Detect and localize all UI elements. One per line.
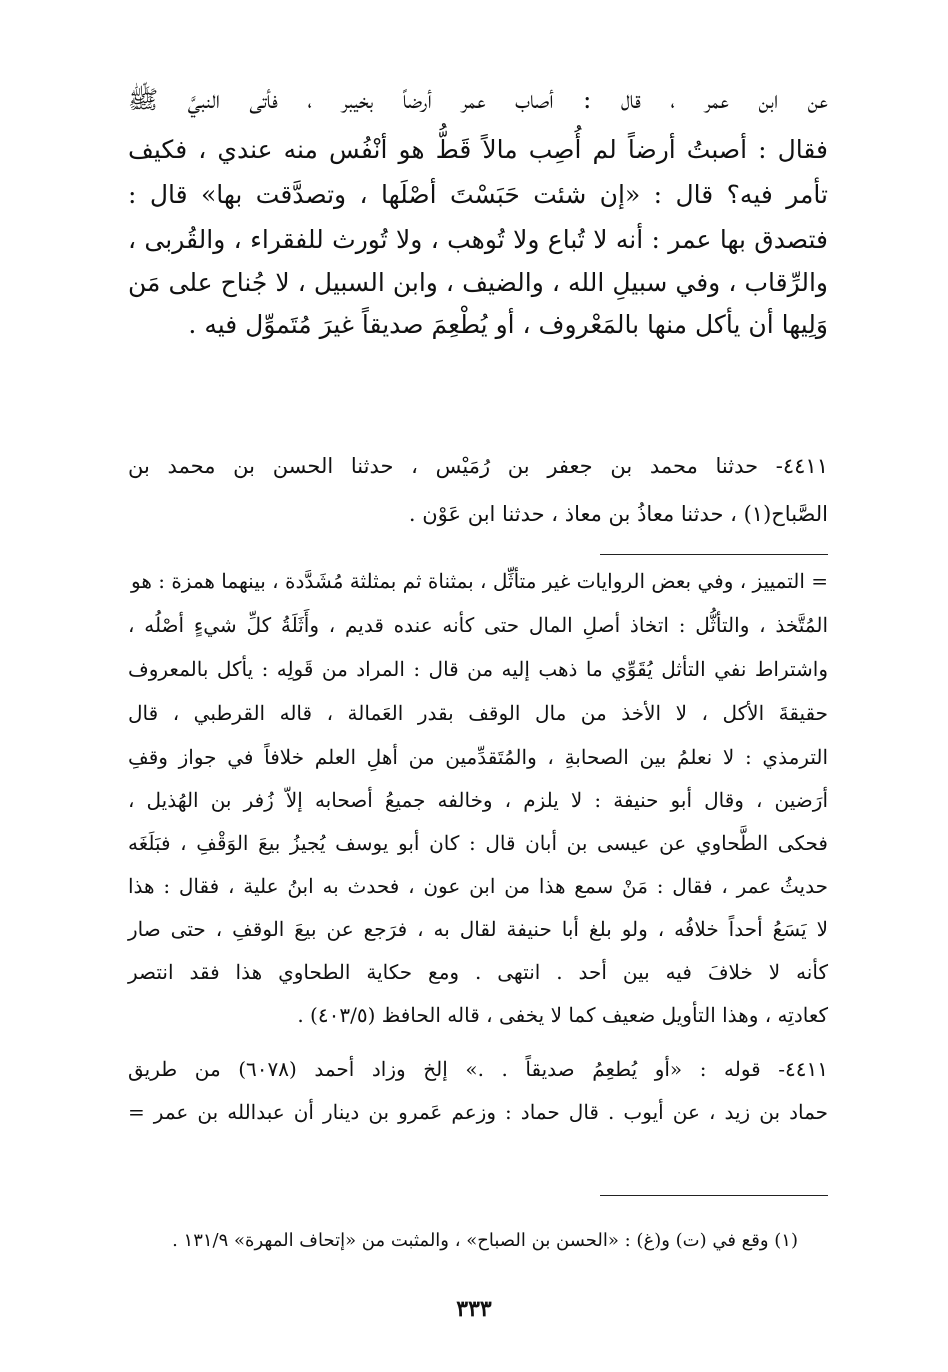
text-line: عن ابن عمر ، قال : أصاب عمر أرضاً بخيبر ، فأتى النبيَّ ﷺ bbox=[128, 85, 828, 114]
text-line: أرَضين ، وقال أبو حنيفة : لا يلزم ، وخالفه جميعُ أصحابه إلاّ زُفر بن الهُذيل ، bbox=[128, 788, 828, 812]
footnote-separator bbox=[600, 1195, 828, 1196]
text-line: لا يَسَعُ أحداً خلافُه ، ولو بلغ أبا حنيفة لقال به ، فرَجع عن بيعَ الوقفِ ، حتى صار bbox=[128, 917, 828, 941]
footnote: (١) وقع في (ت) و(غ) : «الحسن بن الصباح» ، والمثبت من «إتحاف المهرة» ١٣١/٩ . bbox=[172, 1230, 798, 1251]
page-number: ٣٣٣ bbox=[456, 1296, 492, 1322]
text-line: حماد بن زيد ، عن أيوب . قال حماد : وزعم عَمرو بن دينار أن عبدالله بن عمر = bbox=[128, 1100, 829, 1124]
text-line: حديثُ عمر ، فقال : مَنْ سمع هذا من ابن عون ، فحدث به ابنُ علية ، فقال : هذا bbox=[128, 874, 828, 898]
separator-rule bbox=[600, 554, 828, 555]
text-line: وَلِيها أن يأكل منها بالمَعْروف ، أو يُطْعِمَ صديقاً غيرَ مُتَموِّل فيه . bbox=[188, 310, 828, 339]
text-line: حقيقةَ الأكل ، لا الأخذ من مال الوقف بقدر العَمالة ، قاله القرطبي ، قال bbox=[128, 701, 828, 725]
text-line: الترمذي : لا نعلمُ بين الصحابةِ ، والمُتَقدِّمين من أهلِ العلم خلافاً في جواز وقفِ bbox=[128, 745, 828, 769]
text-line: ٤٤١١- حدثنا محمد بن جعفر بن رُمَيْس ، حدثنا الحسن بن محمد بن bbox=[128, 454, 828, 478]
text-line: فتصدق بها عمر : أنه لا تُباع ولا تُوهب ، ولا تُورث للفقراء ، والقُربى ، bbox=[128, 225, 828, 254]
text-line: والرِّقاب ، وفي سبيلِ الله ، والضيف ، وابن السبيل ، لا جُناح على مَن bbox=[128, 268, 828, 297]
text-line: الصَّباح(١) ، حدثنا معاذُ بن معاذ ، حدثنا ابن عَوْن . bbox=[408, 502, 828, 526]
text-line: ٤٤١١- قوله : «أو يُطعِمُ صديقاً . .» إلخ وزاد أحمد (٦٠٧٨) من طريق bbox=[128, 1057, 828, 1081]
text-line: فحكى الطَّحاوي عن عيسى بن أبان قال : كان أبو يوسف يُجيزُ بيعَ الوَقْفِ ، فبَلَغَه bbox=[128, 831, 828, 855]
text-line: المُتَّخذ ، والتأثُّل : اتخاذ أصلِ المال حتى كأنه عنده قديم ، وأَثَلَةُ كلِّ شيءٍ أصْلُه ، bbox=[128, 613, 828, 637]
text-line: فقال : أصبتُ أرضاً لم أُصِب مالاً قَطُّ هو أنْفُس منه عندي ، فكيف bbox=[128, 135, 828, 164]
text-line: كعادتِه ، وهذا التأويل ضعيف كما لا يخفى ، قاله الحافظ (٤٠٣/٥) . bbox=[297, 1003, 828, 1027]
text-line: تأمر فيه؟ قال : «إن شئت حَبَسْتَ أصْلَها ، وتصدَّقت بها» قال : bbox=[128, 180, 828, 209]
text-line: واشتراط نفي التأثل يُقَوِّي ما ذهب إليه من قال : المراد من قَولِه : يأكل بالمعروف bbox=[128, 657, 828, 681]
text-line: = التمييز ، وفي بعض الروايات غير متأثِّل ، بمثناة ثم بمثلثة مُشَدَّدة ، بينهما همزة : هو bbox=[130, 569, 828, 593]
text-line: كأنه لا خلافَ فيه بين أحد . انتهى . ومع حكاية الطحاوي هذا فقد انتصر bbox=[128, 960, 828, 984]
